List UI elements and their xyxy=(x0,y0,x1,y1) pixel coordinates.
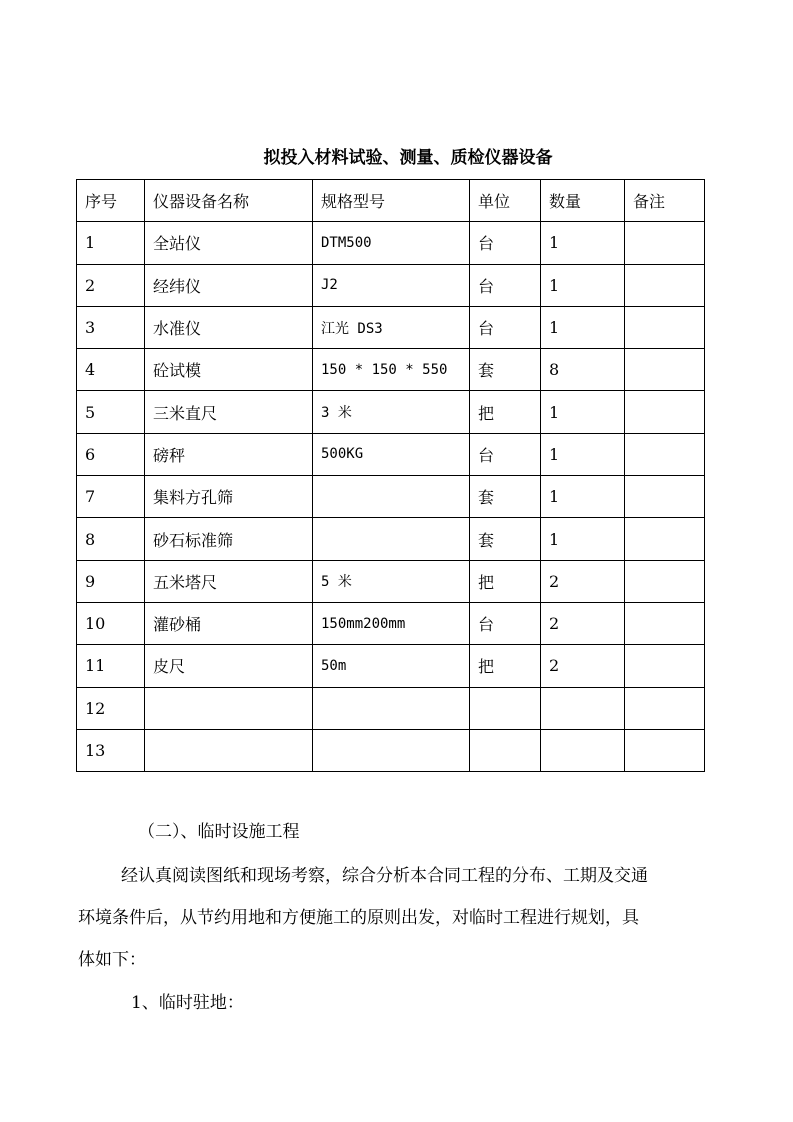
header-row xyxy=(77,180,705,222)
equipment-table xyxy=(76,179,705,772)
table-row xyxy=(77,560,705,602)
subheading: 1、临时驻地： xyxy=(131,993,244,1013)
table-cell: 磅秤 xyxy=(145,433,313,475)
table-cell: J2 xyxy=(313,264,470,306)
table-cell: 水准仪 xyxy=(145,306,313,348)
table-row xyxy=(77,306,705,348)
table-cell: 集料方孔筛 xyxy=(145,476,313,518)
table-cell xyxy=(625,560,705,602)
table-cell: 1 xyxy=(541,518,625,560)
table-cell xyxy=(313,476,470,518)
paragraph-line: 体如下： xyxy=(78,950,146,970)
table-cell: 150mm200mm xyxy=(313,602,470,644)
table-cell: 2 xyxy=(541,645,625,687)
table-cell: 套 xyxy=(470,476,541,518)
table-cell xyxy=(625,306,705,348)
table-cell: 12 xyxy=(77,687,145,729)
table-cell: 1 xyxy=(541,476,625,518)
table-cell: 1 xyxy=(541,391,625,433)
table-cell: 500KG xyxy=(313,433,470,475)
table-cell: 9 xyxy=(77,560,145,602)
header-cell: 序号 xyxy=(77,180,145,222)
table-cell: 套 xyxy=(470,518,541,560)
table-cell: 50m xyxy=(313,645,470,687)
table-cell: 皮尺 xyxy=(145,645,313,687)
table-cell: 13 xyxy=(77,729,145,771)
table-cell: 把 xyxy=(470,645,541,687)
table-cell xyxy=(470,729,541,771)
table-cell xyxy=(145,729,313,771)
table-cell: 1 xyxy=(541,306,625,348)
table-cell: 7 xyxy=(77,476,145,518)
table-cell xyxy=(541,729,625,771)
table-cell xyxy=(625,476,705,518)
table-cell xyxy=(625,391,705,433)
table-row xyxy=(77,349,705,391)
table-row xyxy=(77,222,705,264)
table-cell: 台 xyxy=(470,222,541,264)
paragraph-line: 环境条件后，从节约用地和方便施工的原则出发，对临时工程进行规划，具 xyxy=(78,908,639,928)
table-cell: 五米塔尺 xyxy=(145,560,313,602)
header-cell: 仪器设备名称 xyxy=(145,180,313,222)
header-cell: 数量 xyxy=(541,180,625,222)
table-cell xyxy=(470,687,541,729)
table-cell: 三米直尺 xyxy=(145,391,313,433)
table-cell: 把 xyxy=(470,391,541,433)
table-cell: 台 xyxy=(470,433,541,475)
table-cell xyxy=(625,729,705,771)
table-cell: 套 xyxy=(470,349,541,391)
table-cell: 8 xyxy=(77,518,145,560)
table-cell: 5 米 xyxy=(313,560,470,602)
table-cell: 砂石标准筛 xyxy=(145,518,313,560)
table-cell: 1 xyxy=(541,433,625,475)
table-cell: 2 xyxy=(77,264,145,306)
table-cell: 1 xyxy=(77,222,145,264)
table-cell xyxy=(145,687,313,729)
table-cell: 4 xyxy=(77,349,145,391)
table-cell: 5 xyxy=(77,391,145,433)
table-row xyxy=(77,433,705,475)
table-cell: 灌砂桶 xyxy=(145,602,313,644)
table-cell: 2 xyxy=(541,602,625,644)
table-cell: 3 米 xyxy=(313,391,470,433)
header-cell: 单位 xyxy=(470,180,541,222)
table-cell xyxy=(625,518,705,560)
table-cell xyxy=(625,687,705,729)
section-heading: （二）、临时设施工程 xyxy=(138,822,300,842)
table-title: 拟投入材料试验、测量、质检仪器设备 xyxy=(263,148,553,168)
table-cell: 6 xyxy=(77,433,145,475)
table-cell xyxy=(625,222,705,264)
table-cell: 台 xyxy=(470,602,541,644)
table-row xyxy=(77,687,705,729)
table-cell: 3 xyxy=(77,306,145,348)
table-cell xyxy=(625,433,705,475)
table-cell: 1 xyxy=(541,264,625,306)
table-cell xyxy=(625,264,705,306)
table-cell xyxy=(625,602,705,644)
table-cell: 江光 DS3 xyxy=(313,306,470,348)
table-row xyxy=(77,602,705,644)
table-cell: 把 xyxy=(470,560,541,602)
table-cell: 8 xyxy=(541,349,625,391)
table-cell: 11 xyxy=(77,645,145,687)
table-row xyxy=(77,518,705,560)
table-cell: 150 * 150 * 550 xyxy=(313,349,470,391)
table-cell: DTM500 xyxy=(313,222,470,264)
table-cell: 台 xyxy=(470,306,541,348)
table-cell: 1 xyxy=(541,222,625,264)
table-cell xyxy=(625,349,705,391)
table-row xyxy=(77,264,705,306)
table-cell xyxy=(313,687,470,729)
paragraph-line: 经认真阅读图纸和现场考察，综合分析本合同工程的分布、工期及交通 xyxy=(121,866,648,886)
table-cell xyxy=(541,687,625,729)
table-cell: 台 xyxy=(470,264,541,306)
table-cell: 砼试模 xyxy=(145,349,313,391)
header-cell: 备注 xyxy=(625,180,705,222)
table-cell xyxy=(313,518,470,560)
table-cell: 2 xyxy=(541,560,625,602)
table-cell xyxy=(625,645,705,687)
table-cell: 10 xyxy=(77,602,145,644)
table-row xyxy=(77,391,705,433)
header-cell: 规格型号 xyxy=(313,180,470,222)
table-cell: 全站仪 xyxy=(145,222,313,264)
table-row xyxy=(77,645,705,687)
table-cell xyxy=(313,729,470,771)
table-row xyxy=(77,476,705,518)
table-cell: 经纬仪 xyxy=(145,264,313,306)
table-row xyxy=(77,729,705,771)
